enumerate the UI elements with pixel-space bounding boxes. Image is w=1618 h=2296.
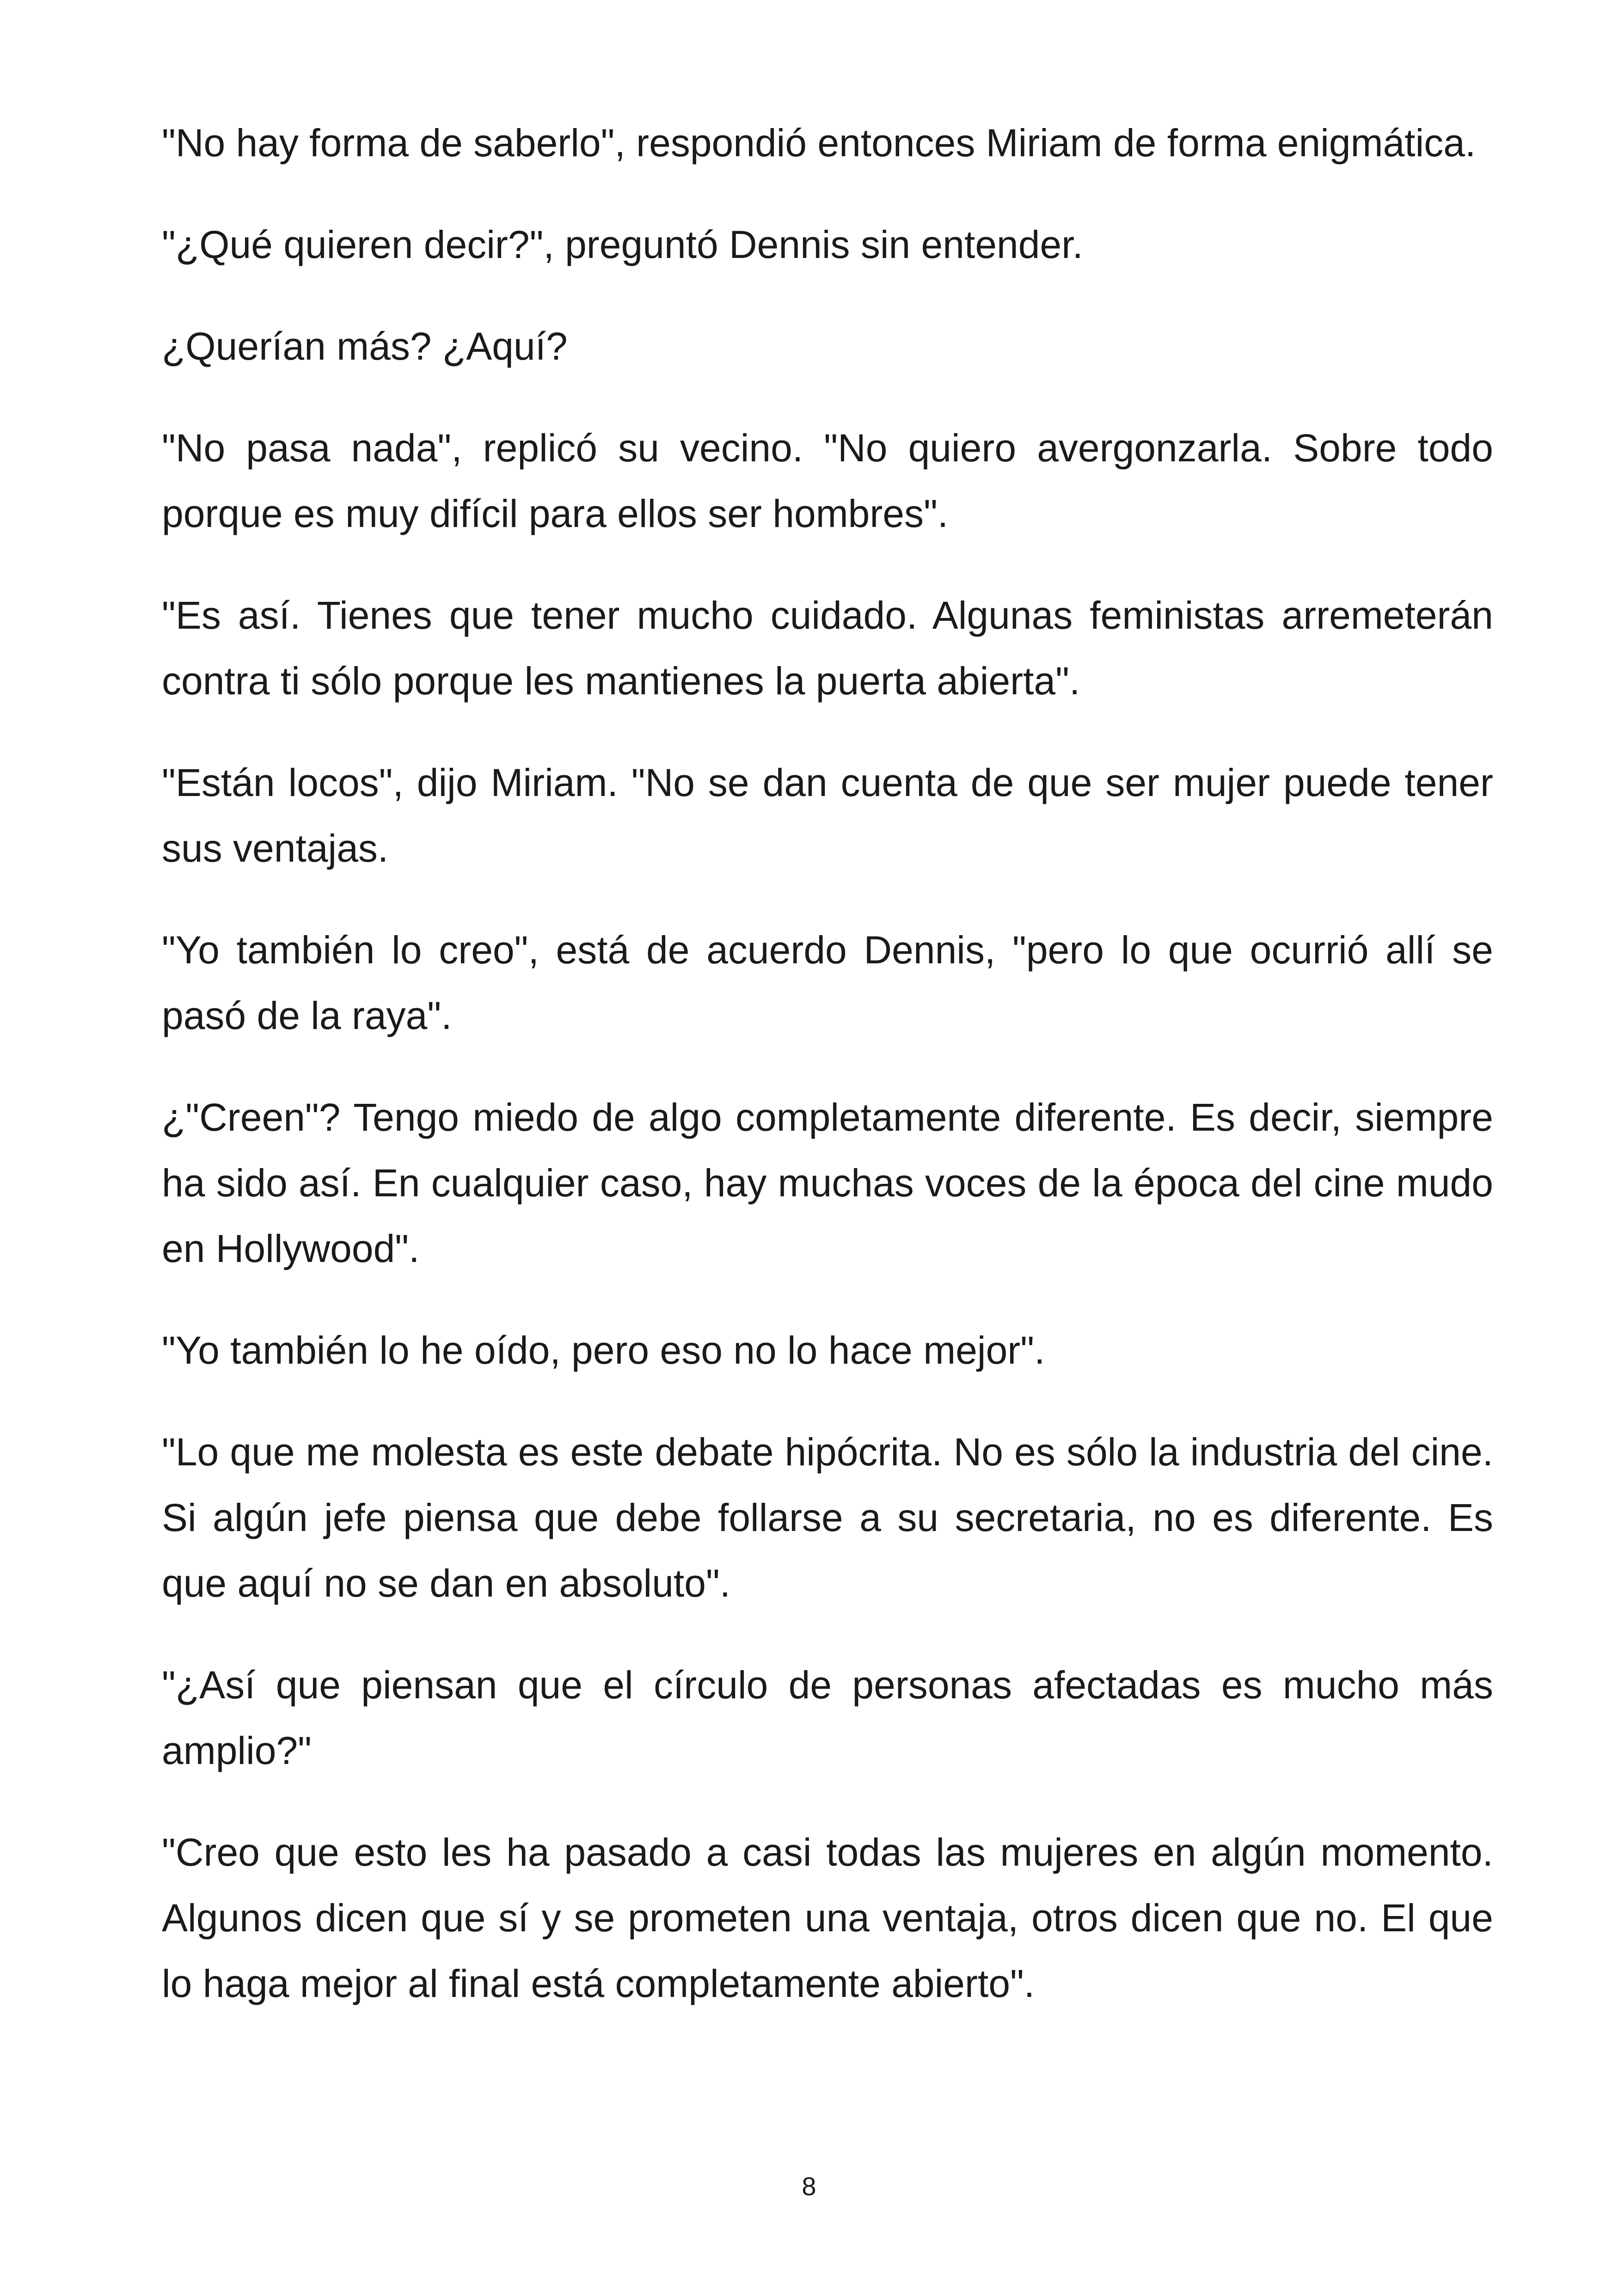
paragraph: "Están locos", dijo Miriam. "No se dan cuenta de que ser mujer puede tener sus ventajas. [162,761,1493,870]
paragraph: ¿Querían más? ¿Aquí? [162,325,568,368]
paragraph: "¿Qué quieren decir?", preguntó Dennis sin entender. [162,223,1083,266]
paragraph: "Lo que me molesta es este debate hipócrita. No es sólo la industria del cine. Si algún jefe piensa que debe follarse a su secretaria, no es diferente. Es que aquí no se dan en absoluto". [162,1430,1493,1605]
paragraph: "No hay forma de saberlo", respondió entonces Miriam de forma enigmática. [162,121,1476,165]
paragraph: "¿Así que piensan que el círculo de personas afectadas es mucho más amplio?" [162,1663,1493,1772]
body-text [162,110,1493,2052]
paragraph: ¿"Creen"? Tengo miedo de algo completamente diferente. Es decir, siempre ha sido así. En cualquier caso, hay muchas voces de la época del cine mudo en Hollywood". [162,1096,1493,1270]
paragraph: "Yo también lo he oído, pero eso no lo hace mejor". [162,1329,1045,1372]
page-number: 8 [802,2172,816,2201]
paragraph: "Creo que esto les ha pasado a casi todas las mujeres en algún momento. Algunos dicen que sí y se prometen una ventaja, otros dicen que no. El que lo haga mejor al final está completamente abierto". [162,1831,1493,2005]
paragraph: "No pasa nada", replicó su vecino. "No quiero avergonzarla. Sobre todo porque es muy difícil para ellos ser hombres". [162,426,1493,535]
paragraph: "Yo también lo creo", está de acuerdo Dennis, "pero lo que ocurrió allí se pasó de la raya". [162,928,1493,1037]
paragraph: "Es así. Tienes que tener mucho cuidado. Algunas feministas arremeterán contra ti sólo porque les mantienes la puerta abierta". [162,594,1493,703]
